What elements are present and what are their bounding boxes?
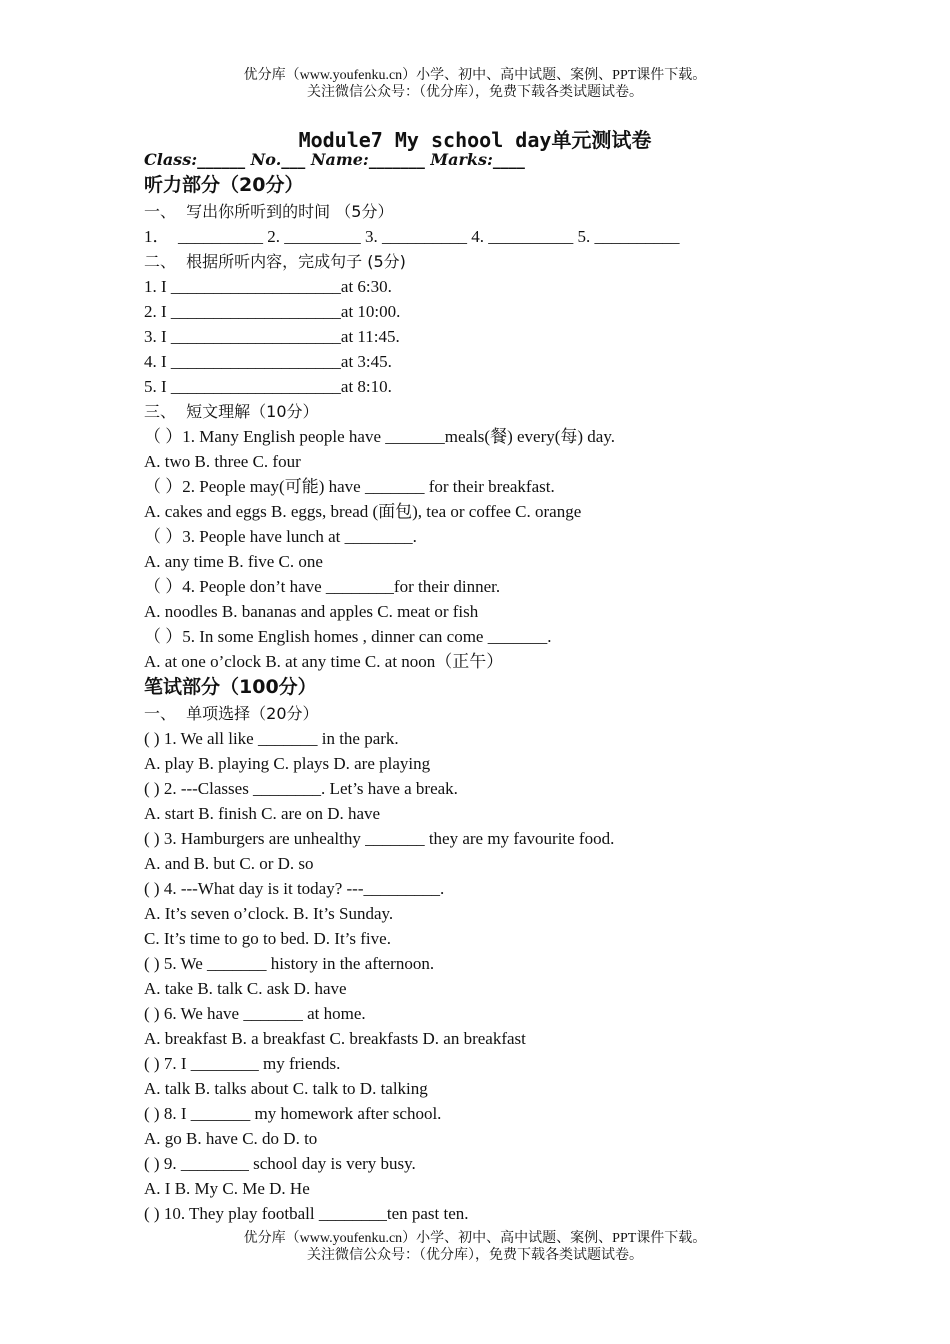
list-item: （ ）5. In some English homes , dinner can come _______. [144, 627, 552, 646]
list-item: A. and B. but C. or D. so [144, 854, 314, 873]
list-item: A. talk B. talks about C. talk to D. talking [144, 1079, 428, 1098]
title-english: Module7 My school day [298, 128, 552, 152]
list-item: A. It’s seven o’clock. B. It’s Sunday. [144, 904, 394, 923]
listening-part1-heading: 一、 写出你所听到的时间 （5分） [144, 202, 394, 221]
list-item: ( ) 1. We all like _______ in the park. [144, 729, 399, 748]
list-item: （ ）2. People may(可能) have _______ for their breakfast. [144, 477, 555, 496]
listening-section-heading: 听力部分（20分） [144, 174, 304, 196]
list-item: ( ) 2. ---Classes ________. Let’s have a break. [144, 779, 458, 798]
student-info-line: Class:______ No.___ Name:_______ Marks:____ [144, 150, 525, 169]
list-item: 4. I ____________________at 3:45. [144, 352, 392, 371]
list-item: A. two B. three C. four [144, 452, 301, 471]
list-item: ( ) 3. Hamburgers are unhealthy _______ they are my favourite food. [144, 829, 615, 848]
list-item: 2. I ____________________at 10:00. [144, 302, 401, 321]
list-item: （ ）1. Many English people have _______meals(餐) every(每) day. [144, 427, 616, 446]
list-item: A. cakes and eggs B. eggs, bread (面包), tea or coffee C. orange [144, 502, 582, 521]
listening-part2-heading: 二、 根据所听内容，完成句子 (5分) [144, 252, 406, 271]
footer-line-1: 优分库（www.youfenku.cn）小学、初中、高中试题、案例、PPT课件下载。 [243, 1231, 707, 1246]
list-item: 5. I ____________________at 8:10. [144, 377, 392, 396]
list-item: ( ) 6. We have _______ at home. [144, 1004, 366, 1023]
list-item: （ ）4. People don’t have ________for their dinner. [144, 577, 501, 596]
list-item: ( ) 5. We _______ history in the afternoon. [144, 954, 435, 973]
list-item: A. noodles B. bananas and apples C. meat or fish [144, 602, 479, 621]
list-item: A. I B. My C. Me D. He [144, 1179, 310, 1198]
list-item: ( ) 9. ________ school day is very busy. [144, 1154, 416, 1173]
exam-content [144, 148, 924, 1226]
list-item: A. play B. playing C. plays D. are playing [144, 754, 431, 773]
written-section-heading: 笔试部分（100分） [144, 676, 317, 698]
page-header [0, 67, 950, 101]
list-item: ( ) 7. I ________ my friends. [144, 1054, 341, 1073]
list-item: ( ) 8. I _______ my homework after school. [144, 1104, 442, 1123]
listening-part3-list [144, 424, 924, 674]
list-item: A. breakfast B. a breakfast C. breakfasts D. an breakfast [144, 1029, 526, 1048]
list-item: A. start B. finish C. are on D. have [144, 804, 381, 823]
list-item: 1. I ____________________at 6:30. [144, 277, 392, 296]
list-item: C. It’s time to go to bed. D. It’s five. [144, 929, 391, 948]
header-line-1: 优分库（www.youfenku.cn）小学、初中、高中试题、案例、PPT课件下载。 [243, 68, 707, 83]
list-item: ( ) 4. ---What day is it today? ---_________. [144, 879, 445, 898]
footer-line-2: 关注微信公众号：（优分库），免费下载各类试题试卷。 [307, 1248, 643, 1263]
list-item: A. go B. have C. do D. to [144, 1129, 318, 1148]
list-item: ( ) 10. They play football ________ten past ten. [144, 1204, 469, 1223]
list-item: 3. I ____________________at 11:45. [144, 327, 400, 346]
listening-part2-list [144, 274, 924, 399]
list-item: A. any time B. five C. one [144, 552, 323, 571]
list-item: A. at one o’clock B. at any time C. at noon（正午） [144, 652, 504, 671]
header-line-2: 关注微信公众号：（优分库），免费下载各类试题试卷。 [307, 85, 643, 100]
title-chinese: 单元测试卷 [551, 128, 652, 152]
list-item: A. take B. talk C. ask D. have [144, 979, 347, 998]
list-item: （ ）3. People have lunch at ________. [144, 527, 417, 546]
page-footer [0, 1230, 950, 1264]
written-part1-heading: 一、 单项选择（20分） [144, 704, 319, 723]
time-blanks-line: 1． __________ 2. _________ 3. __________ 4. __________ 5. __________ [144, 227, 680, 246]
written-part1-list [144, 726, 924, 1226]
listening-part3-heading: 三、 短文理解（10分） [144, 402, 319, 421]
